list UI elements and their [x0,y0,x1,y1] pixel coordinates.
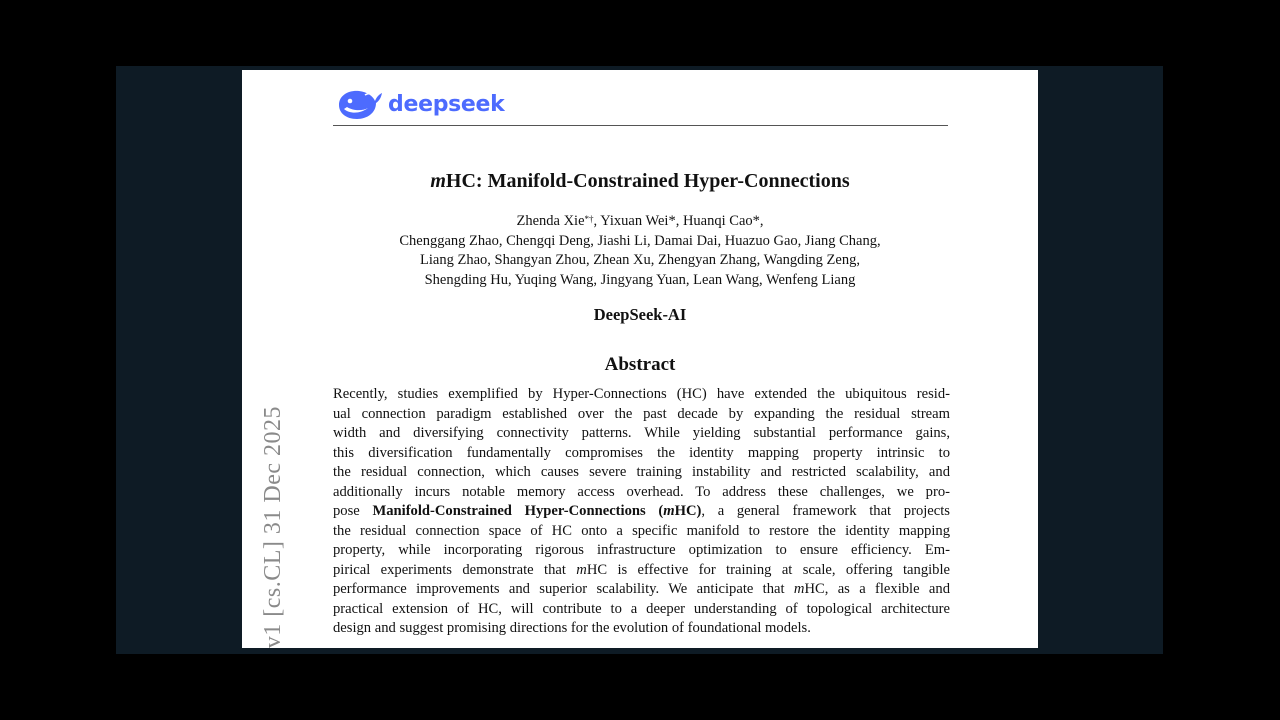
title-text: HC: Manifold-Constrained Hyper-Connections [445,170,850,192]
whale-icon [335,87,383,121]
arxiv-sidebar [256,372,290,648]
logo-text: deepseek [388,91,505,117]
author-line: Zhenda Xie*†, Yixuan Wei*, Huanqi Cao*, [516,213,764,229]
abstract-line: the residual connection, which causes severe training instability and restricted scalability, and [333,464,950,480]
abstract-line: property, while incorporating rigorous infrastructure optimization to ensure efficiency. Em- [333,542,950,558]
abstract-line: performance improvements and superior scalability. We anticipate that mHC, as a flexible and [333,581,950,597]
author-line: Liang Zhao, Shangyan Zhou, Zhean Xu, Zhengyan Zhang, Wangding Zeng, [420,252,860,269]
abstract-line: design and suggest promising directions for the evolution of foundational models. [333,620,811,636]
abstract-line: width and diversifying connectivity patterns. While yielding substantial performance gains, [333,425,950,441]
paper-title [242,170,1038,193]
abstract-line: pirical experiments demonstrate that mHC is effective for training at scale, offering tangible [333,561,950,578]
abstract-line: ual connection paradigm established over the past decade by expanding the residual stream [333,405,950,422]
abstract-line: Recently, studies exemplified by Hyper-Connections (HC) have extended the ubiquitous resid- [333,386,950,402]
abstract-line: this diversification fundamentally compromises the identity mapping property intrinsic to [333,444,950,461]
title-m: m [430,170,446,192]
abstract-line: pose Manifold-Constrained Hyper-Connections (mHC), a general framework that projects [333,503,950,519]
author-line: Shengding Hu, Yuqing Wang, Jingyang Yuan, Lean Wang, Wenfeng Liang [424,272,856,289]
author-list [242,212,1038,291]
header-rule [333,125,948,126]
author-line: Chenggang Zhao, Chengqi Deng, Jiashi Li, Damai Dai, Huazuo Gao, Jiang Chang, [399,232,881,249]
deepseek-logo [335,84,505,124]
paper-page [242,70,1038,648]
abstract-heading: Abstract [604,354,676,375]
author-marks: *† [584,214,594,224]
arxiv-stamp: v1 [cs.CL] 31 Dec 2025 [260,405,286,648]
abstract-line: additionally incurs notable memory access overhead. To address these challenges, we pro- [333,483,950,500]
abstract-line: practical extension of HC, will contribute to a deeper understanding of topological architecture [333,600,950,617]
method-name: Manifold-Constrained Hyper-Connections (mHC) [372,503,702,519]
affiliation: DeepSeek-AI [593,305,687,324]
abstract-line: the residual connection space of HC onto a specific manifold to restore the identity mapping [333,522,950,539]
abstract-body [333,385,950,639]
